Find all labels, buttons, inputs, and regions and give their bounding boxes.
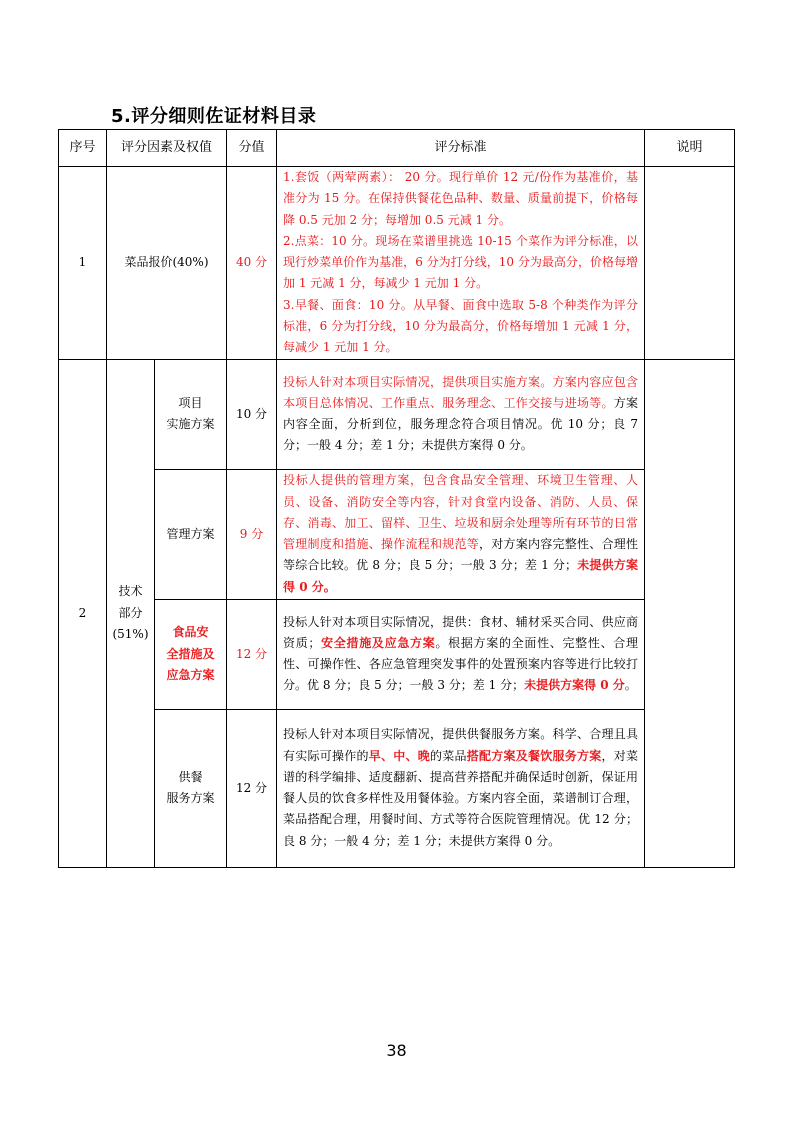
row2-group-line: 部分	[118, 605, 143, 620]
sub2-score: 9 分	[227, 469, 277, 599]
sub4-name-line: 服务方案	[166, 791, 215, 806]
header-factor: 评分因素及权值	[107, 130, 227, 167]
section-title: 5.评分细则佐证材料目录	[111, 106, 317, 127]
sub4-name-line: 供餐	[178, 769, 203, 784]
row1-factor: 菜品报价(40%)	[107, 167, 227, 360]
sub2-standard-red: 投标人提供的管理方案，包含食品安全管理、环境卫生管理、人员、设备、消防安全等内容，针对食堂内设备、消防、人员、保存、消毒、加工、留样、卫生、垃圾和厨余处理等所有环节的日常管理制度和措施、操作流程和规范等	[283, 473, 639, 552]
sub4-standard-red: 早、中、晚	[368, 748, 430, 763]
row1-standard-item-3: 3.早餐、面食：10 分。从早餐、面食中选取 5-8 个种类作为评分标准，6 分为打分线，10 分为最高分，价格每增加 1 元减 1 分，每减少 1 元加 1 分。	[283, 297, 639, 355]
sub4-standard-red: 搭配方案及餐饮服务方案	[466, 748, 602, 763]
row1-standard	[277, 167, 645, 360]
row2-seq: 2	[59, 359, 107, 867]
sub3-standard-red: 未提供方案得 0 分	[524, 678, 625, 693]
sub4-score: 12 分	[227, 709, 277, 867]
page-number: 38	[386, 1041, 407, 1060]
row2-group	[107, 359, 155, 867]
sub3-standard-red: 安全措施及应急方案	[320, 635, 436, 650]
sub1-standard-black: 方案内容全面，分析到位，服务理念符合项目情况。优 10 分；良 7 分；一般 4 分；差 1 分；未提供方案得 0 分。	[283, 395, 639, 453]
header-score: 分值	[227, 130, 277, 167]
table-row	[59, 167, 735, 360]
sub1-score: 10 分	[227, 359, 277, 469]
row1-score: 40 分	[227, 167, 277, 360]
header-row	[59, 130, 735, 167]
sub3-name-line: 食品安	[172, 625, 209, 640]
row1-seq: 1	[59, 167, 107, 360]
sub2-standard	[277, 469, 645, 599]
row1-standard-item-1: 1.套饭（两荤两素）： 20 分。现行单价 12 元/份作为基准价，基准分为 15 分。在保持供餐花色品种、数量、质量前提下，价格每降 0.5 元加 2 分；每增加 0.5 元减 1 分。	[283, 170, 639, 227]
sub4-standard-black: 的菜品	[430, 748, 467, 763]
row2-group-line: 技术	[118, 584, 143, 599]
sub1-name	[155, 359, 227, 469]
sub2-standard-red2: 未提供方案得 0 分。	[283, 558, 639, 594]
sub4-standard-black: ，对菜谱的科学编排、适度翻新、提高营养搭配并确保适时创新，保证用餐人员的饮食多样性及用餐体验。方案内容全面，菜谱制订合理，菜品搭配合理，用餐时间、方式等符合医院管理情况。优 12 分；良 8 分；一般 4 分；差 1 分；未提供方案得 0 分。	[283, 748, 639, 848]
sub4-standard	[277, 709, 645, 867]
sub1-name-line: 实施方案	[166, 417, 215, 432]
sub4-standard-black: 投标人针对本项目实际情况，提供供餐服务方案。科学、合理且具有实际可操作的	[283, 727, 639, 763]
sub3-name-line: 应急方案	[166, 667, 215, 682]
sub3-score: 12 分	[227, 599, 277, 709]
sub1-name-line: 项目	[178, 395, 203, 410]
sub2-name: 管理方案	[155, 469, 227, 599]
sub3-standard	[277, 599, 645, 709]
sub1-standard-red: 投标人针对本项目实际情况，提供项目实施方案。方案内容应包含本项目总体情况、工作重点、服务理念、工作交接与进场等。	[283, 374, 639, 410]
header-note: 说明	[645, 130, 735, 167]
sub3-standard-black: 投标人针对本项目实际情况，提供：食材、辅材采买合同、供应商资质；	[283, 614, 639, 650]
sub3-standard-black: 。根据方案的全面性、完整性、合理性、可操作性、各应急管理突发事件的处置预案内容等进行比较打分。优 8 分；良 5 分；一般 3 分；差 1 分；	[283, 635, 639, 693]
header-standard: 评分标准	[277, 130, 645, 167]
row2-group-line: (51%)	[112, 626, 149, 641]
sub1-standard	[277, 359, 645, 469]
row2-note	[645, 359, 735, 867]
table-row	[59, 599, 735, 709]
scoring-table	[58, 129, 735, 868]
header-seq: 序号	[59, 130, 107, 167]
table-row	[59, 359, 735, 469]
sub4-name	[155, 709, 227, 867]
sub3-name-line: 全措施及	[166, 646, 215, 661]
row1-standard-item-2: 2.点菜：10 分。现场在菜谱里挑选 10-15 个菜作为评分标准，以现行炒菜单价作为基准，6 分为打分线，10 分为最高分，价格每增加 1 元减 1 分，每减少 1 元加 1 分。	[283, 233, 639, 291]
table-row	[59, 469, 735, 599]
table-row	[59, 709, 735, 867]
row1-note	[645, 167, 735, 360]
sub3-name	[155, 599, 227, 709]
sub2-standard-black: ，对方案内容完整性、合理性等综合比较。优 8 分；良 5 分；一般 3 分；差 1 分；	[283, 537, 638, 573]
sub3-standard-black: 。	[624, 678, 637, 693]
